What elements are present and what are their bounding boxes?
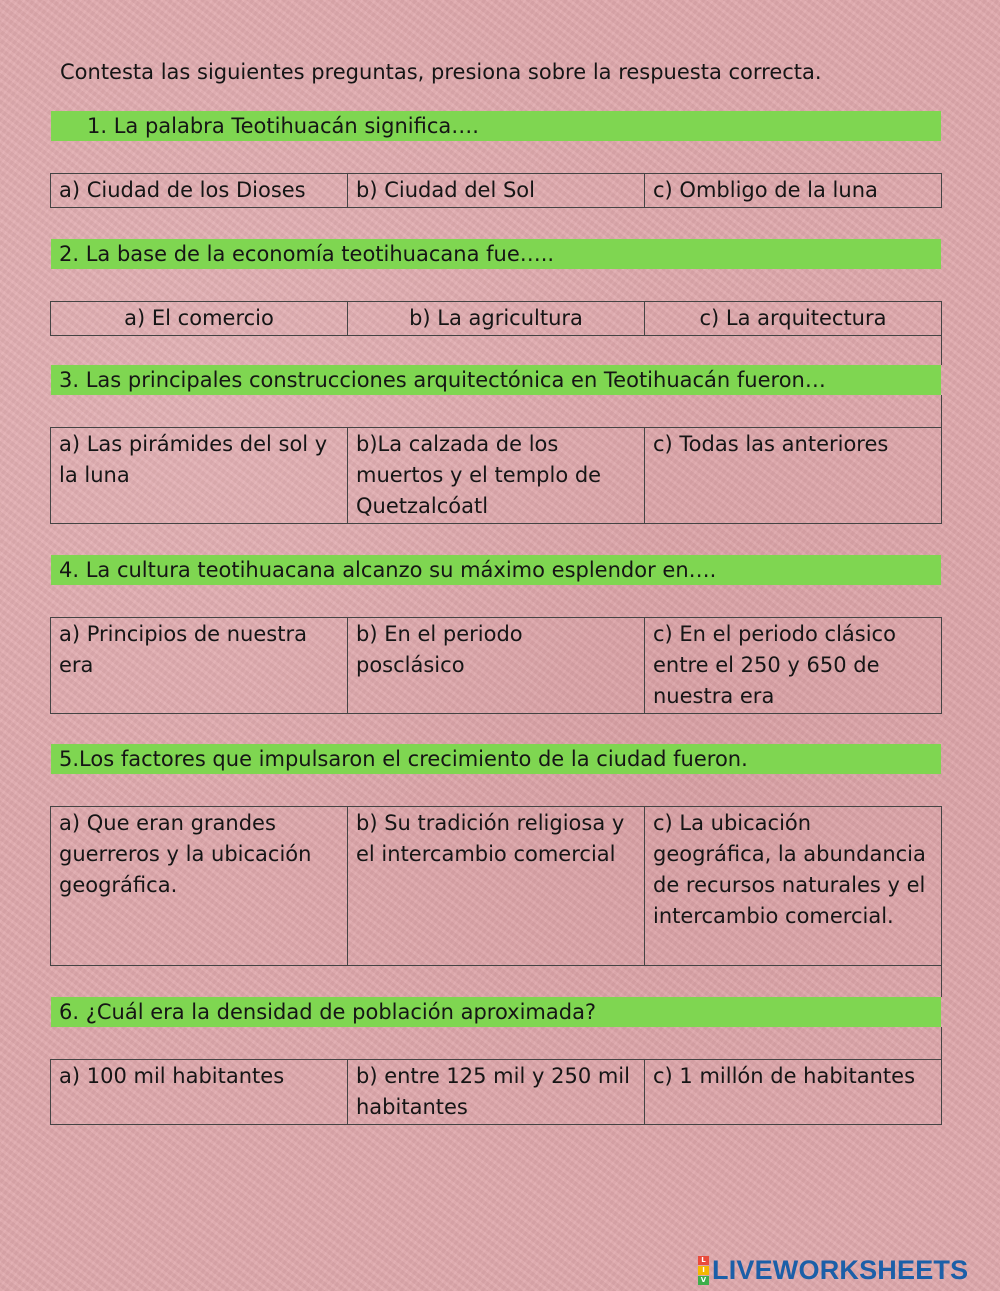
option-4c[interactable]: c) En el periodo clásico entre el 250 y 650 de nuestra era <box>645 618 942 714</box>
options-table-5 <box>50 806 942 966</box>
option-1c[interactable]: c) Ombligo de la luna <box>645 174 942 208</box>
question-6: 6. ¿Cuál era la densidad de población aproximada? <box>51 997 941 1027</box>
table-edge-line <box>941 333 942 365</box>
option-6c[interactable]: c) 1 millón de habitantes <box>645 1060 942 1125</box>
options-table-4 <box>50 617 942 714</box>
instructions: Contesta las siguientes preguntas, presiona sobre la respuesta correcta. <box>60 60 822 84</box>
option-6b[interactable]: b) entre 125 mil y 250 mil habitantes <box>348 1060 645 1125</box>
option-5c[interactable]: c) La ubicación geográfica, la abundancia de recursos naturales y el intercambio comercial. <box>645 807 942 966</box>
table-edge-line <box>941 1027 942 1060</box>
option-1b[interactable]: b) Ciudad del Sol <box>348 174 645 208</box>
option-3c[interactable]: c) Todas las anteriores <box>645 428 942 524</box>
option-2b[interactable]: b) La agricultura <box>348 302 645 336</box>
option-4b[interactable]: b) En el periodo posclásico <box>348 618 645 714</box>
table-edge-line <box>941 965 942 997</box>
question-4: 4. La cultura teotihuacana alcanzo su máximo esplendor en…. <box>51 555 941 585</box>
option-3b[interactable]: b)La calzada de los muertos y el templo de Quetzalcóatl <box>348 428 645 524</box>
option-2c[interactable]: c) La arquitectura <box>645 302 942 336</box>
logo-squares-icon <box>698 1256 709 1285</box>
options-table-3 <box>50 427 942 524</box>
option-6a[interactable]: a) 100 mil habitantes <box>51 1060 348 1125</box>
options-table-1 <box>50 173 942 208</box>
question-3: 3. Las principales construcciones arquitectónica en Teotihuacán fueron… <box>51 365 941 395</box>
question-1: 1. La palabra Teotihuacán significa…. <box>51 111 941 141</box>
option-1a[interactable]: a) Ciudad de los Dioses <box>51 174 348 208</box>
options-table-6 <box>50 1059 942 1125</box>
option-3a[interactable]: a) Las pirámides del sol y la luna <box>51 428 348 524</box>
option-2a[interactable]: a) El comercio <box>51 302 348 336</box>
logo-square-i: I <box>698 1266 709 1275</box>
logo-text: LIVEWORKSHEETS <box>712 1254 969 1285</box>
option-4a[interactable]: a) Principios de nuestra era <box>51 618 348 714</box>
table-edge-line <box>941 395 942 428</box>
question-2: 2. La base de la economía teotihuacana fue….. <box>51 239 941 269</box>
option-5b[interactable]: b) Su tradición religiosa y el intercambio comercial <box>348 807 645 966</box>
options-table-2 <box>50 301 942 336</box>
option-5a[interactable]: a) Que eran grandes guerreros y la ubicación geográfica. <box>51 807 348 966</box>
liveworksheets-logo <box>698 1255 968 1285</box>
logo-square-l: L <box>698 1256 709 1265</box>
question-5: 5.Los factores que impulsaron el crecimiento de la ciudad fueron. <box>51 744 941 774</box>
logo-square-v: V <box>698 1276 709 1285</box>
